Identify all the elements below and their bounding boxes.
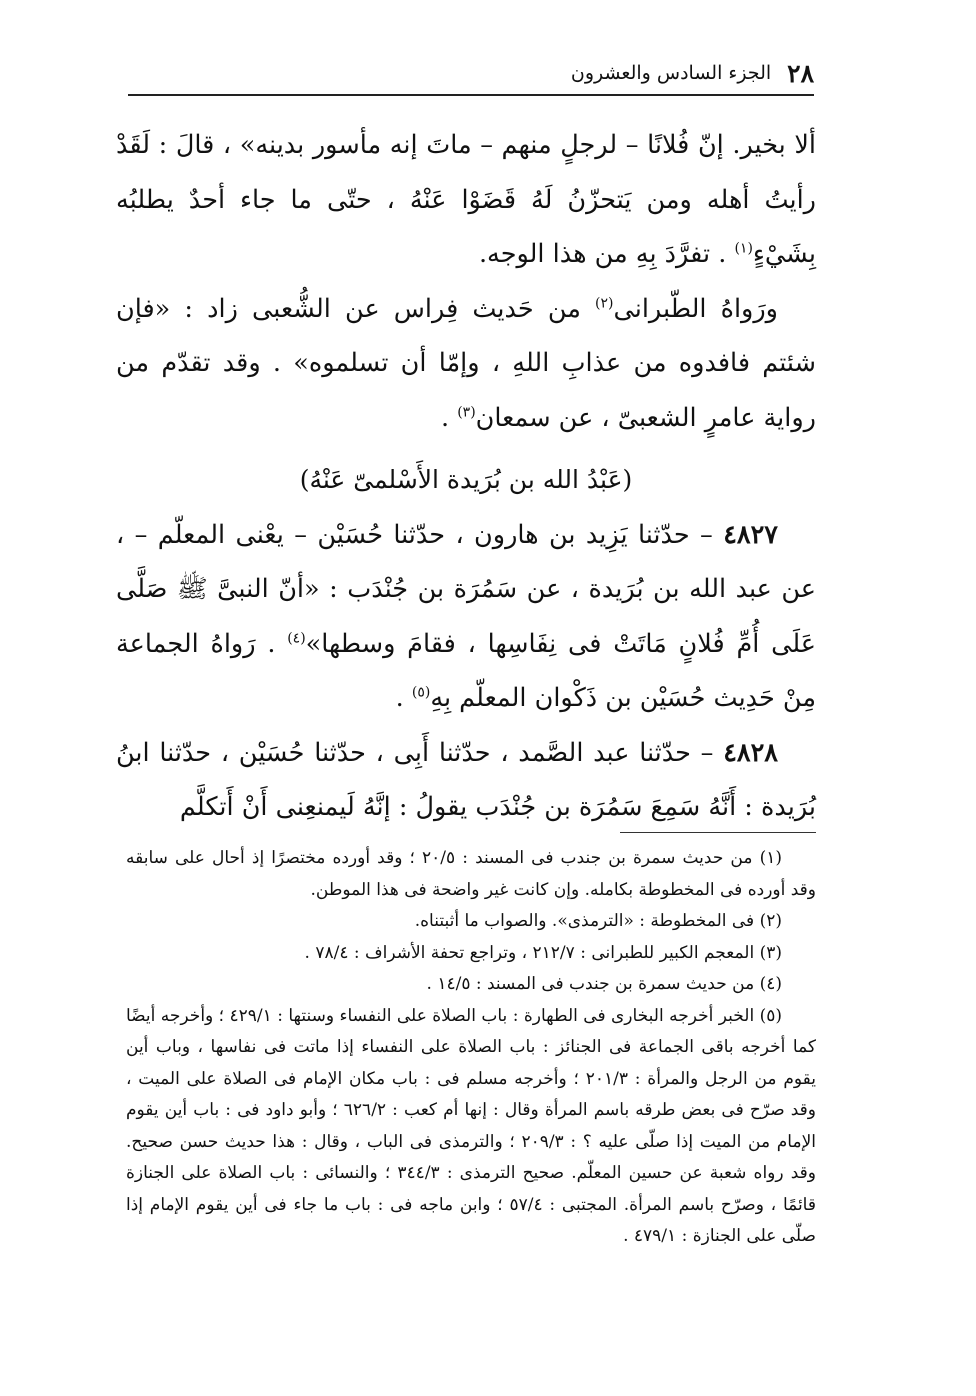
page-number: ٢٨: [787, 58, 814, 88]
footnote-ref-4: (٤): [287, 630, 306, 646]
footnote-1: (١) من حديث سمرة بن جندب فى المسند : ٢٠/٥ ؛ وقد أورده مختصرًا إذ أحال على سابقه وقد أورده فى المخطوطة بكامله. وإن كانت غير واضحة فى هذا الموطن.: [126, 848, 816, 900]
section-heading: (عَبْدُ الله بن بُرَيدة الأَسْلمىّ عَنْهُ): [299, 465, 633, 494]
page-header: [128, 52, 814, 96]
footnotes: [126, 843, 816, 1253]
hadith-number: ٤٨٢٧: [723, 519, 778, 550]
footnote-2: (٢) فى المخطوطة : «الترمذى». والصواب ما أثبتناه.: [414, 911, 782, 931]
hadith-4827: ٤٨٢٧ – حدّثنا يَزِيد بن هارون ، حدّثنا حُسَيْن – يعْنى المعلّم – ، عن عبد الله بن بُرَيدة ، عن سَمُرَة بن جُنْدَب : «أنّ النبىَّ ﷺ صَلَّى عَلَى أُمِّ فُلانٍ مَاتَتْ فى نِفَاسِها ، فقامَ وسطها»$^{(٤)}$ . رَواهُ الجماعة مِنْ حَدِيث حُسَيْن بن ذَكْوان المعلّم بِهِ$^{(٥)}$ .: [116, 519, 816, 713]
footnote-3: (٣) المعجم الكبير للطبرانى : ٢١٢/٧ ، وتراجع تحفة الأشراف : ٧٨/٤ .: [304, 942, 782, 963]
paragraph-2: ورَواهُ الطّبرانى$^{(٢)}$ من حَديث فِراس عن الشُّعبى زاد : «فإن شئتم فافدوه من عذابِ اللهِ ، وإمّا أن تسلموه» . وقد تقدّم من رواية عامرٍ الشعبىّ ، عن سمعان$^{(٣)}$ .: [116, 293, 816, 433]
footnote-ref-2: (٢): [595, 295, 614, 311]
footnote-ref-3: (٣): [457, 404, 476, 420]
footnote-ref-5: (٥): [411, 684, 431, 701]
footnote-4: (٤) من حديث سمرة بن جندب فى المسند : ١٤/٥ .: [426, 974, 782, 994]
footnote-divider: [620, 832, 816, 833]
hadith-4828: ٤٨٢٨ – حدّثنا عبد الصَّمد ، حدّثنا أَبِى ، حدّثنا حُسَيْن ، حدّثنا ابنُ بُرَيدة : أَنَّهُ سَمِعَ سَمُرَة بن جُنْدَب يقولُ : إنَّهُ لَيمنعِنى أَنْ أَتكلَّم: [116, 737, 816, 822]
main-text: [116, 118, 816, 835]
paragraph-1: ألا بخير. إنّ فُلانًا – لرجلٍ منهم – ماتَ إنه مأسور بدينه» ، قالَ : لَقَدْ رأيتُ أهله ومن يَتحزّنُ لَهُ قَضَوْا عَنْهُ ، حتّى ما جاء أحدٌ يطلبُه بِشَيْءٍ$^{(١)}$ . تفرَّدَ بِهِ من هذا الوجه.: [116, 130, 816, 269]
running-title: الجزء السادس والعشرون: [570, 62, 772, 84]
footnote-5: (٥) الخبر أخرجه البخارى فى الطهارة : باب الصلاة على النفساء وسنتها : ٤٢٩/١ ؛ وأخرجه أيضًا كما أخرجه باقى الجماعة فى الجنائز : باب الصلاة على النفساء إذا ماتت فى نفاسها ، وباب أين يقوم من الرجل والمرأة : ٢٠١/٣ ؛ وأخرجه مسلم فى : باب مكان الإمام فى الصلاة على الميت ، وقد صرّح فى بعض طرقه باسم المرأة وقال : إنها أم كعب : ٦٢٦/٢ ؛ وأبو داود فى : باب أين يقوم الإمام من الميت إذا صلّى عليه ؟ : ٢٠٩/٣ ؛ والترمذى فى الباب ، وقال : هذا حديث حسن صحيح. وقد رواه شعبة عن حسين المعلّم. صحيح الترمذى : ٣٤٤/٣ ؛ والنسائى : باب الصلاة على الجنازة قائمًا ، وصرّح باسم المرأة. المجتبى : ٥٧/٤ ؛ وابن ماجه فى : باب ما جاء فى أين يقوم الإمام إذا صلّى على الجنازة : ٤٧٩/١ .: [126, 1005, 816, 1246]
footnote-ref-1: (١): [734, 240, 753, 257]
hadith-number: ٤٨٢٨: [723, 737, 778, 768]
